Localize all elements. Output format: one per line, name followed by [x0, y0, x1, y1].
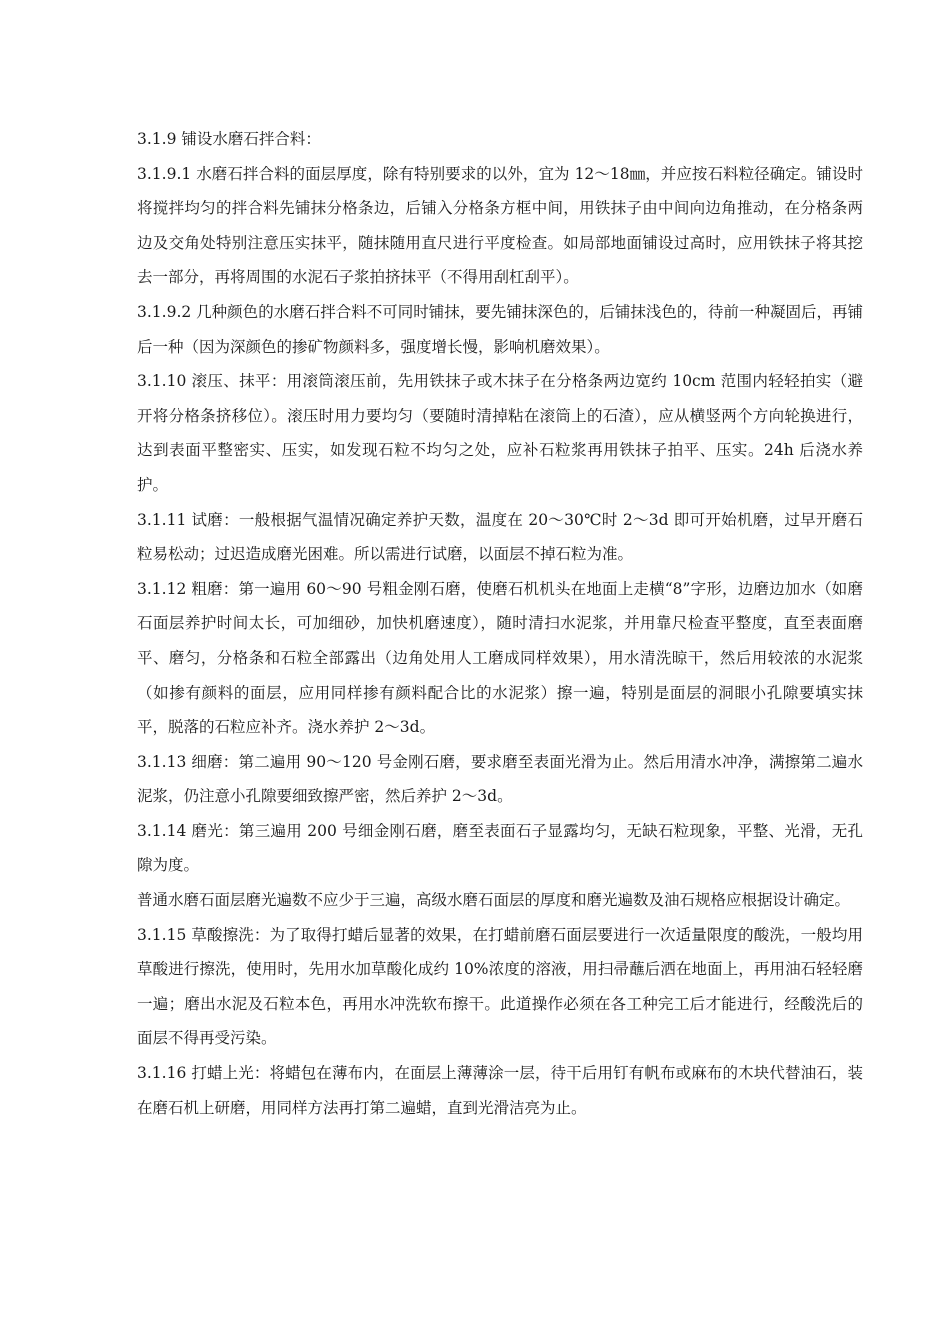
- paragraph-3-1-14: 3.1.14 磨光：第三遍用 200 号细金刚石磨，磨至表面石子显露均匀，无缺石粒现象，平整、光滑，无孔隙为度。: [137, 821, 863, 875]
- paragraph-3-1-10: 3.1.10 滚压、抹平：用滚筒滚压前，先用铁抹子或木抹子在分格条两边宽约 10cm 范围内轻轻拍实（避开将分格条挤移位）。滚压时用力要均匀（要随时清掉粘在滚筒上的石渣），应从横竖两个方向轮换进行，达到表面平整密实、压实，如发现石粒不均匀之处，应补石粒浆再用铁抹子拍平、压实。24h 后浇水养护。: [137, 372, 863, 494]
- paragraph-3-1-11: 3.1.11 试磨：一般根据气温情况确定养护天数，温度在 20～30℃时 2～3d 即可开始机磨，过早开磨石粒易松动；过迟造成磨光困难。所以需进行试磨，以面层不掉石粒为准。: [137, 510, 863, 564]
- paragraph-3-1-9-1: 3.1.9.1 水磨石拌合料的面层厚度，除有特别要求的以外，宜为 12～18㎜，并应按石料粒径确定。铺设时将搅拌均匀的拌合料先铺抹分格条边，后铺入分格条方框中间，用铁抹子由中间向边角推动，在分格条两边及交角处特别注意压实抹平，随抹随用直尺进行平度检查。如局部地面铺设过高时，应用铁抹子将其挖去一部分，再将周围的水泥石子浆拍挤抹平（不得用刮杠刮平）。: [137, 164, 863, 287]
- paragraph-3-1-15: 3.1.15 草酸擦洗：为了取得打蜡后显著的效果，在打蜡前磨石面层要进行一次适量限度的酸洗，一般均用草酸进行擦洗，使用时，先用水加草酸化成约 10%浓度的溶液，用扫帚蘸后洒在地面上，再用油石轻轻磨一遍；磨出水泥及石粒本色，再用水冲洗软布擦干。此道操作必须在各工种完工后才能进行，经酸洗后的面层不得再受污染。: [137, 925, 863, 1048]
- paragraph-3-1-16: 3.1.16 打蜡上光：将蜡包在薄布内，在面层上薄薄涂一层，待干后用钉有帆布或麻布的木块代替油石，装在磨石机上研磨，用同样方法再打第二遍蜡，直到光滑洁亮为止。: [137, 1064, 863, 1117]
- section-heading-3-1-9: 3.1.9 铺设水磨石拌合料：: [137, 130, 321, 148]
- document-body: [137, 122, 863, 1125]
- paragraph-polishing-note: 普通水磨石面层磨光遍数不应少于三遍，高级水磨石面层的厚度和磨光遍数及油石规格应根据设计确定。: [137, 891, 851, 910]
- paragraph-3-1-9-2: 3.1.9.2 几种颜色的水磨石拌合料不可同时铺抹，要先铺抹深色的，后铺抹浅色的，待前一种凝固后，再铺后一种（因为深颜色的掺矿物颜料多，强度增长慢，影响机磨效果）。: [137, 302, 863, 356]
- paragraph-3-1-12: 3.1.12 粗磨：第一遍用 60～90 号粗金刚石磨，使磨石机机头在地面上走横“8”字形，边磨边加水（如磨石面层养护时间太长，可加细砂，加快机磨速度），随时清扫水泥浆，并用靠尺检查平整度，直至表面磨平、磨匀，分格条和石粒全部露出（边角处用人工磨成同样效果），用水清洗晾干，然后用较浓的水泥浆（如掺有颜料的面层，应用同样掺有颜料配合比的水泥浆）擦一遍，特别是面层的洞眼小孔隙要填实抹平，脱落的石粒应补齐。浇水养护 2～3d。: [137, 579, 863, 737]
- paragraph-3-1-13: 3.1.13 细磨：第二遍用 90～120 号金刚石磨，要求磨至表面光滑为止。然后用清水冲净，满擦第二遍水泥浆，仍注意小孔隙要细致擦严密，然后养护 2～3d。: [137, 752, 863, 806]
